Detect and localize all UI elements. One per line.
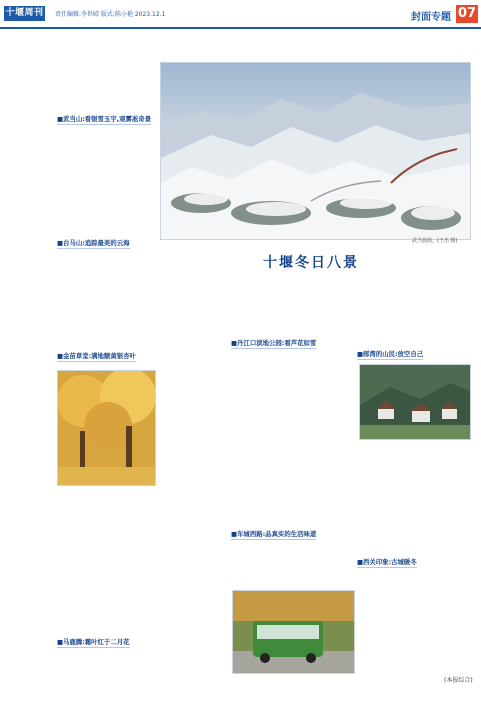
masthead: 十堰周刊 bbox=[4, 6, 45, 21]
section-heading-danjiangkou: ■丹江口滨地公园:看芦花如雪 bbox=[231, 339, 317, 347]
photo-caption: 武当晨韵。(王杰 摄) bbox=[412, 238, 458, 244]
section-heading-xiguan: ■西关印象:古城暖冬 bbox=[357, 558, 417, 566]
mountain-snow-photo-art bbox=[161, 63, 470, 239]
article-footer: (本报综合) bbox=[444, 677, 473, 684]
village-photo-art bbox=[360, 365, 470, 439]
page-header bbox=[0, 0, 481, 29]
article-title: 十堰冬日八景 bbox=[263, 255, 359, 271]
section-heading-wudangshan: ■武当山:看银雪玉宇,观雾凇奇景 bbox=[57, 115, 152, 123]
section-heading-taimashan: ■台马山:追踪最美的云海 bbox=[57, 239, 130, 247]
section-heading-chechengxilu: ■车城西路:品真实的生活味道 bbox=[231, 530, 317, 538]
bus-photo-art bbox=[233, 591, 354, 673]
ginkgo-photo-art bbox=[58, 371, 155, 485]
bus-photo bbox=[232, 590, 355, 674]
mountain-snow-photo bbox=[160, 62, 471, 240]
section-heading-jinmiao: ■金苗草堂:满地额黄银杏叶 bbox=[57, 352, 136, 360]
editor-credits: 责任编辑:李世晴 版式:陈小艳 2023.12.1 bbox=[55, 11, 166, 18]
page-number: 07 bbox=[457, 6, 477, 21]
village-photo bbox=[359, 364, 471, 440]
section-name: 封面专题 bbox=[411, 12, 451, 23]
ginkgo-photo bbox=[57, 370, 156, 486]
section-heading-malu: ■马鹿腾:霜叶红于二月花 bbox=[57, 638, 130, 646]
section-heading-yunwan: ■郧湾的山民:放空自己 bbox=[357, 350, 424, 358]
